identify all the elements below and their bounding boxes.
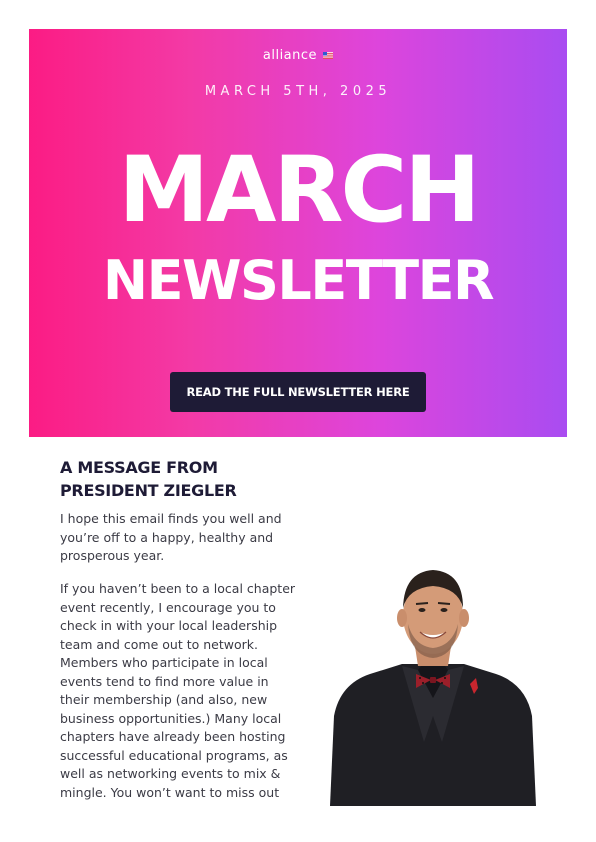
- alliance-logo[interactable]: [29, 41, 567, 67]
- president-portrait-image: [330, 566, 536, 806]
- logo-wordmark: alliance: [262, 48, 318, 63]
- logo-tagline: [29, 41, 567, 45]
- message-heading-line-1: A MESSAGE FROM: [60, 458, 218, 477]
- title-month: MARCH: [118, 138, 478, 243]
- newsletter-date: MARCH 5TH, 2025: [204, 84, 392, 99]
- message-paragraph-1: I hope this email finds you well and you’re off to a happy, healthy and prosperous year.: [60, 511, 282, 563]
- message-heading: [60, 456, 300, 502]
- read-full-newsletter-button[interactable]: READ THE FULL NEWSLETTER HERE: [170, 372, 426, 412]
- title-newsletter: NEWSLETTER: [102, 249, 494, 312]
- flag-icon: [323, 52, 333, 59]
- message-paragraph-2: If you haven’t been to a local chapter event recently, I encourage you to check in with your local leadership team and come out to network. Members who participate in local events tend to find more value in their membership (and also, new business opportunities.) Many local chapters have already been hosting successful educational programs, as well as networking events to mix & mingle. You won’t want to miss out: [60, 581, 296, 800]
- message-heading-line-2: PRESIDENT ZIEGLER: [60, 481, 237, 500]
- hero-banner: [29, 29, 567, 437]
